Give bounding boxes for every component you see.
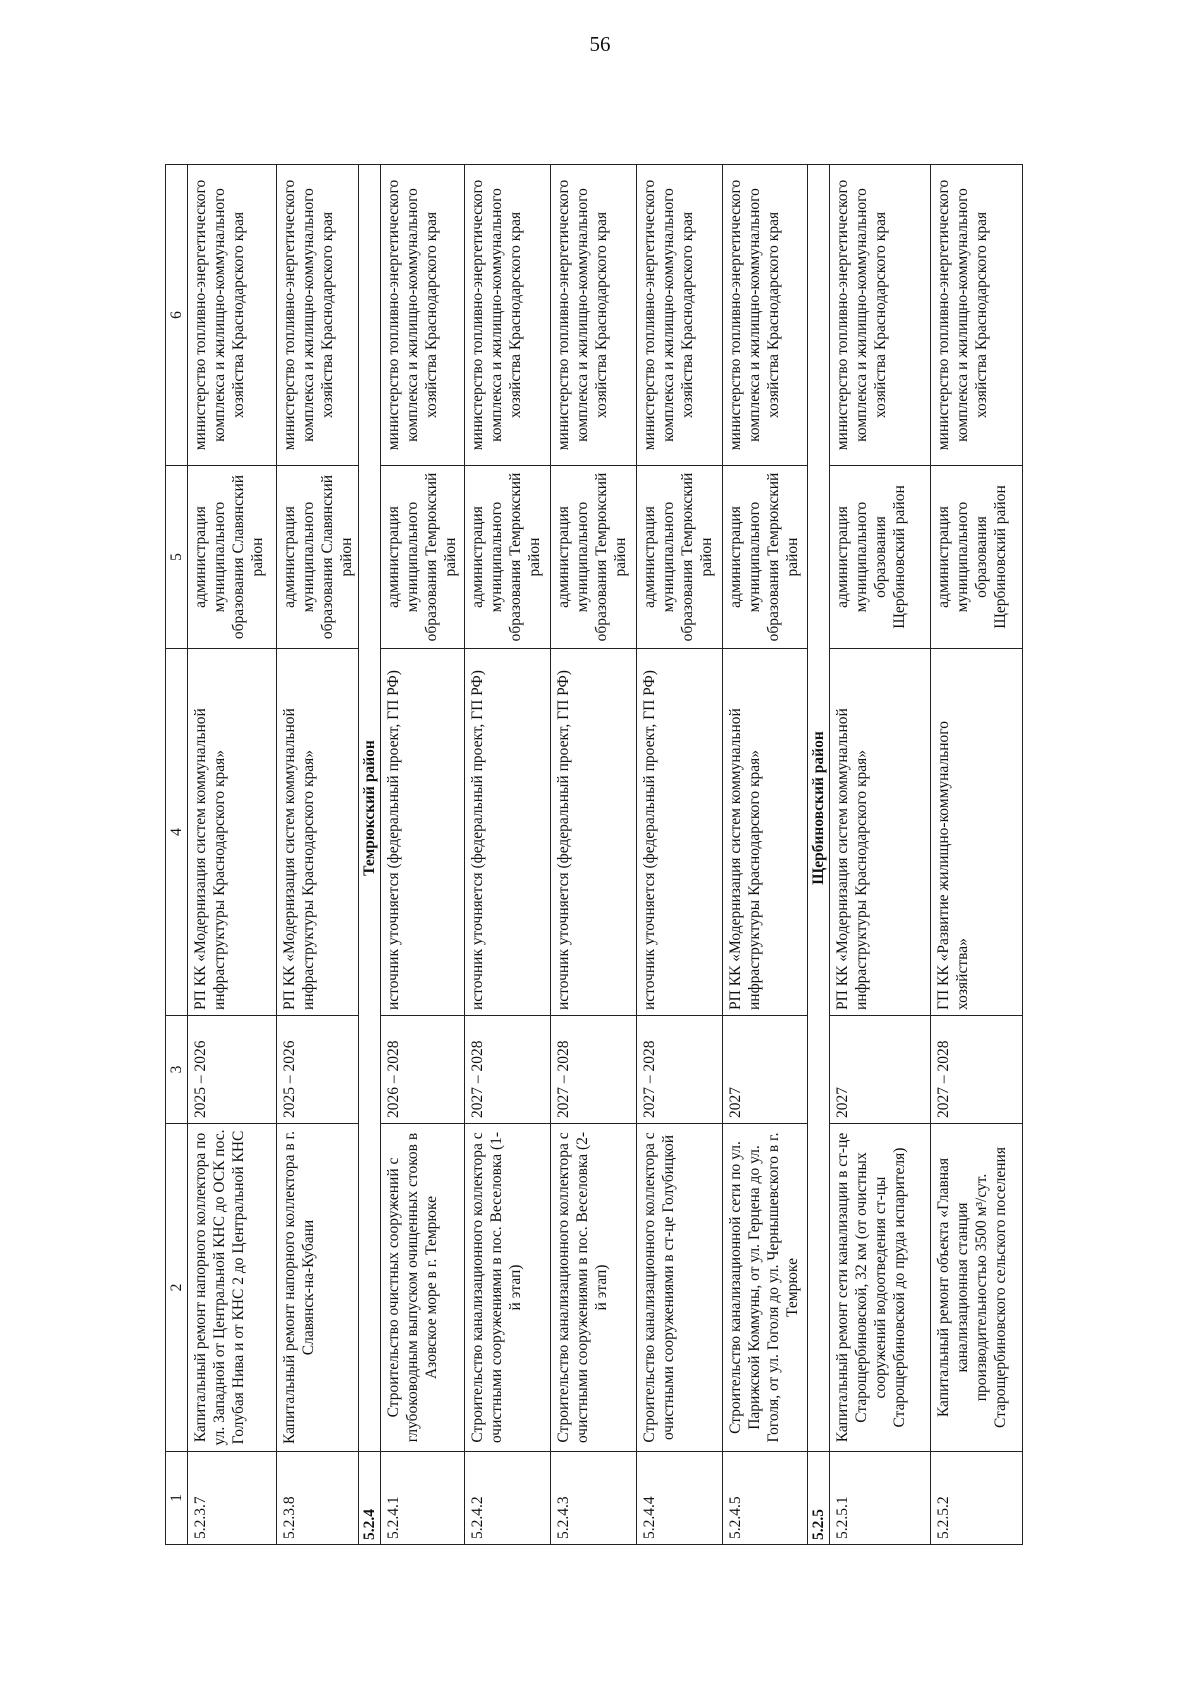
table-row	[188, 165, 277, 1545]
header-cell: 6	[166, 165, 188, 466]
item-coordinator: министерство топливно-энергетического комплекса и жилищно-коммунального хозяйства Краснодарского края	[931, 165, 1023, 466]
item-source: источник уточняется (федеральный проект, ГП РФ)	[381, 649, 465, 1016]
table-row	[465, 165, 551, 1545]
item-period: 2026 – 2028	[381, 1016, 465, 1124]
column-number-row	[166, 165, 188, 1545]
item-name: Капитальный ремонт напорного коллектора в г. Славянск-на-Кубани	[277, 1124, 359, 1452]
item-source: РП КК «Модернизация систем коммунальной инфраструктуры Краснодарского края»	[723, 649, 808, 1016]
item-period: 2027	[830, 1016, 931, 1124]
item-period: 2027	[723, 1016, 808, 1124]
table-row	[931, 165, 1023, 1545]
item-executor: администрация муниципального образования Щербиновский район	[931, 466, 1023, 649]
item-coordinator: министерство топливно-энергетического комплекса и жилищно-коммунального хозяйства Краснодарского края	[723, 165, 808, 466]
page-number: 56	[589, 32, 611, 56]
measures-table	[165, 164, 1023, 1545]
item-number: 5.2.4.3	[551, 1452, 637, 1545]
section-title: Щербиновский район	[808, 165, 830, 1452]
header-cell: 2	[166, 1124, 188, 1452]
header-cell: 3	[166, 1016, 188, 1124]
item-source: источник уточняется (федеральный проект, ГП РФ)	[465, 649, 551, 1016]
item-number: 5.2.4.2	[465, 1452, 551, 1545]
item-number: 5.2.5.2	[931, 1452, 1023, 1545]
item-source: источник уточняется (федеральный проект, ГП РФ)	[551, 649, 637, 1016]
item-number: 5.2.3.8	[277, 1452, 359, 1545]
item-source: источник уточняется (федеральный проект, ГП РФ)	[637, 649, 723, 1016]
header-cell: 4	[166, 649, 188, 1016]
item-period: 2027 – 2028	[551, 1016, 637, 1124]
item-coordinator: министерство топливно-энергетического комплекса и жилищно-коммунального хозяйства Краснодарского края	[277, 165, 359, 466]
header-cell: 5	[166, 466, 188, 649]
section-row	[359, 165, 381, 1545]
item-coordinator: министерство топливно-энергетического комплекса и жилищно-коммунального хозяйства Краснодарского края	[637, 165, 723, 466]
item-executor: администрация муниципального образования Щербиновский район	[830, 466, 931, 649]
item-name: Капитальный ремонт сети канализации в ст-це Старощербиновской, 32 км (от очистных сооружений водоотведения ст-цы Старощербиновской до пруда испарителя)	[830, 1124, 931, 1452]
item-name: Капитальный ремонт напорного коллектора по ул. Западной от Центральной КНС до ОСК пос. Голубая Нива и от КНС 2 до Центральной КНС	[188, 1124, 277, 1452]
item-executor: администрация муниципального образования Славянский район	[188, 466, 277, 649]
item-coordinator: министерство топливно-энергетического комплекса и жилищно-коммунального хозяйства Краснодарского края	[830, 165, 931, 466]
item-executor: администрация муниципального образования Темрюкский район	[637, 466, 723, 649]
table-row	[551, 165, 637, 1545]
table-row	[723, 165, 808, 1545]
item-coordinator: министерство топливно-энергетического комплекса и жилищно-коммунального хозяйства Краснодарского края	[188, 165, 277, 466]
item-period: 2025 – 2026	[188, 1016, 277, 1124]
section-title: Темрюкский район	[359, 165, 381, 1452]
item-name: Капитальный ремонт объекта «Главная канализационная станция производительностью 3500 м³/сут. Старощербиновского сельского поселения	[931, 1124, 1023, 1452]
item-executor: администрация муниципального образования Темрюкский район	[723, 466, 808, 649]
item-number: 5.2.5.1	[830, 1452, 931, 1545]
section-row	[808, 165, 830, 1545]
item-coordinator: министерство топливно-энергетического комплекса и жилищно-коммунального хозяйства Краснодарского края	[465, 165, 551, 466]
item-executor: администрация муниципального образования Славянский район	[277, 466, 359, 649]
item-coordinator: министерство топливно-энергетического комплекса и жилищно-коммунального хозяйства Краснодарского края	[381, 165, 465, 466]
item-name: Строительство очистных сооружений с глубоководным выпуском очищенных стоков в Азовское море в г. Темрюке	[381, 1124, 465, 1452]
table-row	[830, 165, 931, 1545]
section-number: 5.2.5	[808, 1452, 830, 1545]
item-source: РП КК «Модернизация систем коммунальной инфраструктуры Краснодарского края»	[830, 649, 931, 1016]
rotated-table-container	[165, 165, 1075, 1545]
item-coordinator: министерство топливно-энергетического комплекса и жилищно-коммунального хозяйства Краснодарского края	[551, 165, 637, 466]
item-period: 2027 – 2028	[931, 1016, 1023, 1124]
item-period: 2027 – 2028	[465, 1016, 551, 1124]
table-row	[637, 165, 723, 1545]
item-number: 5.2.3.7	[188, 1452, 277, 1545]
item-name: Строительство канализационного коллектора с очистными сооружениями в пос. Веселовка (1-й этап)	[465, 1124, 551, 1452]
item-name: Строительство канализационного коллектора с очистными сооружениями в ст-це Голубицкой	[637, 1124, 723, 1452]
item-number: 5.2.4.5	[723, 1452, 808, 1545]
item-name: Строительство канализационной сети по ул. Парижской Коммуны, от ул. Герцена до ул. Гоголя, от ул. Гоголя до ул. Чернышевского в г. Темрюке	[723, 1124, 808, 1452]
item-executor: администрация муниципального образования Темрюкский район	[381, 466, 465, 649]
item-period: 2027 – 2028	[637, 1016, 723, 1124]
item-source: ГП КК «Развитие жилищно-коммунального хозяйства»	[931, 649, 1023, 1016]
item-source: РП КК «Модернизация систем коммунальной инфраструктуры Краснодарского края»	[277, 649, 359, 1016]
item-executor: администрация муниципального образования Темрюкский район	[465, 466, 551, 649]
table-row	[277, 165, 359, 1545]
item-number: 5.2.4.1	[381, 1452, 465, 1545]
item-source: РП КК «Модернизация систем коммунальной инфраструктуры Краснодарского края»	[188, 649, 277, 1016]
header-cell: 1	[166, 1452, 188, 1545]
section-number: 5.2.4	[359, 1452, 381, 1545]
table-row	[381, 165, 465, 1545]
item-executor: администрация муниципального образования Темрюкский район	[551, 466, 637, 649]
item-name: Строительство канализационного коллектора с очистными сооружениями в пос. Веселовка (2-й этап)	[551, 1124, 637, 1452]
item-number: 5.2.4.4	[637, 1452, 723, 1545]
item-period: 2025 – 2026	[277, 1016, 359, 1124]
